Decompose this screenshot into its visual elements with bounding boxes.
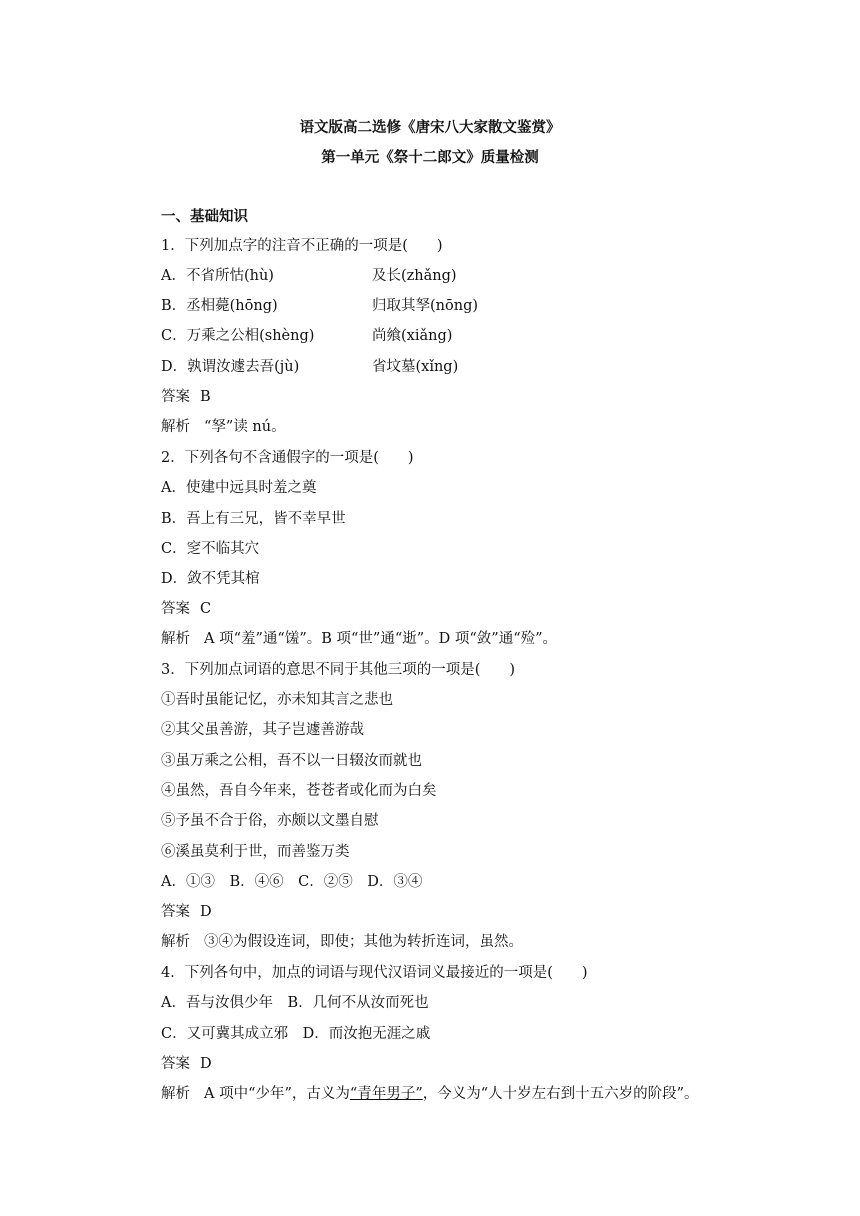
q3-item: ③虽万乘之公相，吾不以一日辍汝而就也 [161,753,422,769]
q1-analysis [161,417,286,437]
answer-label: 答案 [161,601,190,617]
doc-subtitle: 第一单元《祭十二郎文》质量检测 [321,150,539,166]
q2-stem: 2．下列各句不含通假字的一项是( ) [161,450,414,466]
analysis-text-post: ，今义为“人十岁左右到十五六岁的阶段”。 [422,1086,699,1102]
q3-item: ⑥溪虽莫利于世，而善鉴万类 [161,844,350,860]
q3-answer [161,902,212,922]
q4-options-ab: A．吾与汝俱少年 B．几何不从汝而死也 [161,995,429,1011]
q2-option-a: A．使建中远具时羞之奠 [161,480,317,496]
analysis-label: 解析 [161,1086,190,1102]
analysis-text: “孥”读 nú。 [204,419,286,435]
answer-label: 答案 [161,389,190,405]
q1-option-b: B．丞相薨(hōng) [161,298,278,314]
q4-stem: 4．下列各句中，加点的词语与现代汉语词义最接近的一项是( ) [161,965,588,981]
analysis-text: A 项“羞”通“馐”。B 项“世”通“逝”。D 项“敛”通“殓”。 [204,631,558,647]
q2-option-c: C．窆不临其穴 [161,541,260,557]
q1-option-d: D．孰谓汝遽去吾(jù) [161,359,300,375]
q2-option-b: B．吾上有三兄，皆不幸早世 [161,511,346,527]
q3-options: A．①③ B．④⑥ C．②⑤ D．③④ [161,874,423,890]
q4-analysis [161,1084,699,1104]
analysis-text-underlined: “青年男子” [349,1086,423,1102]
q1-option-d-right: 省坟墓(xǐng) [372,359,459,375]
answer-label: 答案 [161,904,190,920]
answer-value: D [200,904,212,920]
q2-option-d: D．敛不凭其棺 [161,571,260,587]
analysis-text-pre: A 项中“少年”，古义为 [204,1086,350,1102]
q3-item: ①吾时虽能记忆，亦未知其言之悲也 [161,692,393,708]
q3-item: ②其父虽善游，其子岂遽善游哉 [161,722,364,738]
q1-option-c-right: 尚飨(xiǎng) [372,328,453,344]
q3-item: ④虽然，吾自今年来，苍苍者或化而为白矣 [161,783,437,799]
q1-option-b-right: 归取其孥(nōng) [372,298,479,314]
analysis-label: 解析 [161,934,190,950]
analysis-label: 解析 [161,419,190,435]
answer-value: C [200,601,212,617]
q2-answer [161,599,211,619]
q1-stem: 1．下列加点字的注音不正确的一项是( ) [161,238,443,254]
q3-stem: 3．下列加点词语的意思不同于其他三项的一项是( ) [161,662,516,678]
answer-value: B [200,389,211,405]
q1-option-a-right: 及长(zhǎng) [372,268,457,284]
q3-item: ⑤予虽不合于俗，亦颇以文墨自慰 [161,813,379,829]
q1-answer [161,387,211,407]
q2-analysis [161,629,557,649]
analysis-text: ③④为假设连词，即使；其他为转折连词，虽然。 [204,934,523,950]
answer-value: D [200,1056,212,1072]
q4-options-cd: C．又可冀其成立邪 D．而汝抱无涯之戚 [161,1026,431,1042]
q4-answer [161,1054,212,1074]
q1-option-a: A．不省所怙(hù) [161,268,274,284]
section-heading: 一、基础知识 [161,209,248,225]
answer-label: 答案 [161,1056,190,1072]
analysis-label: 解析 [161,631,190,647]
q1-option-c: C．万乘之公相(shèng) [161,328,315,344]
doc-title: 语文版高二选修《唐宋八大家散文鉴赏》 [299,120,561,136]
q3-analysis [161,932,523,952]
